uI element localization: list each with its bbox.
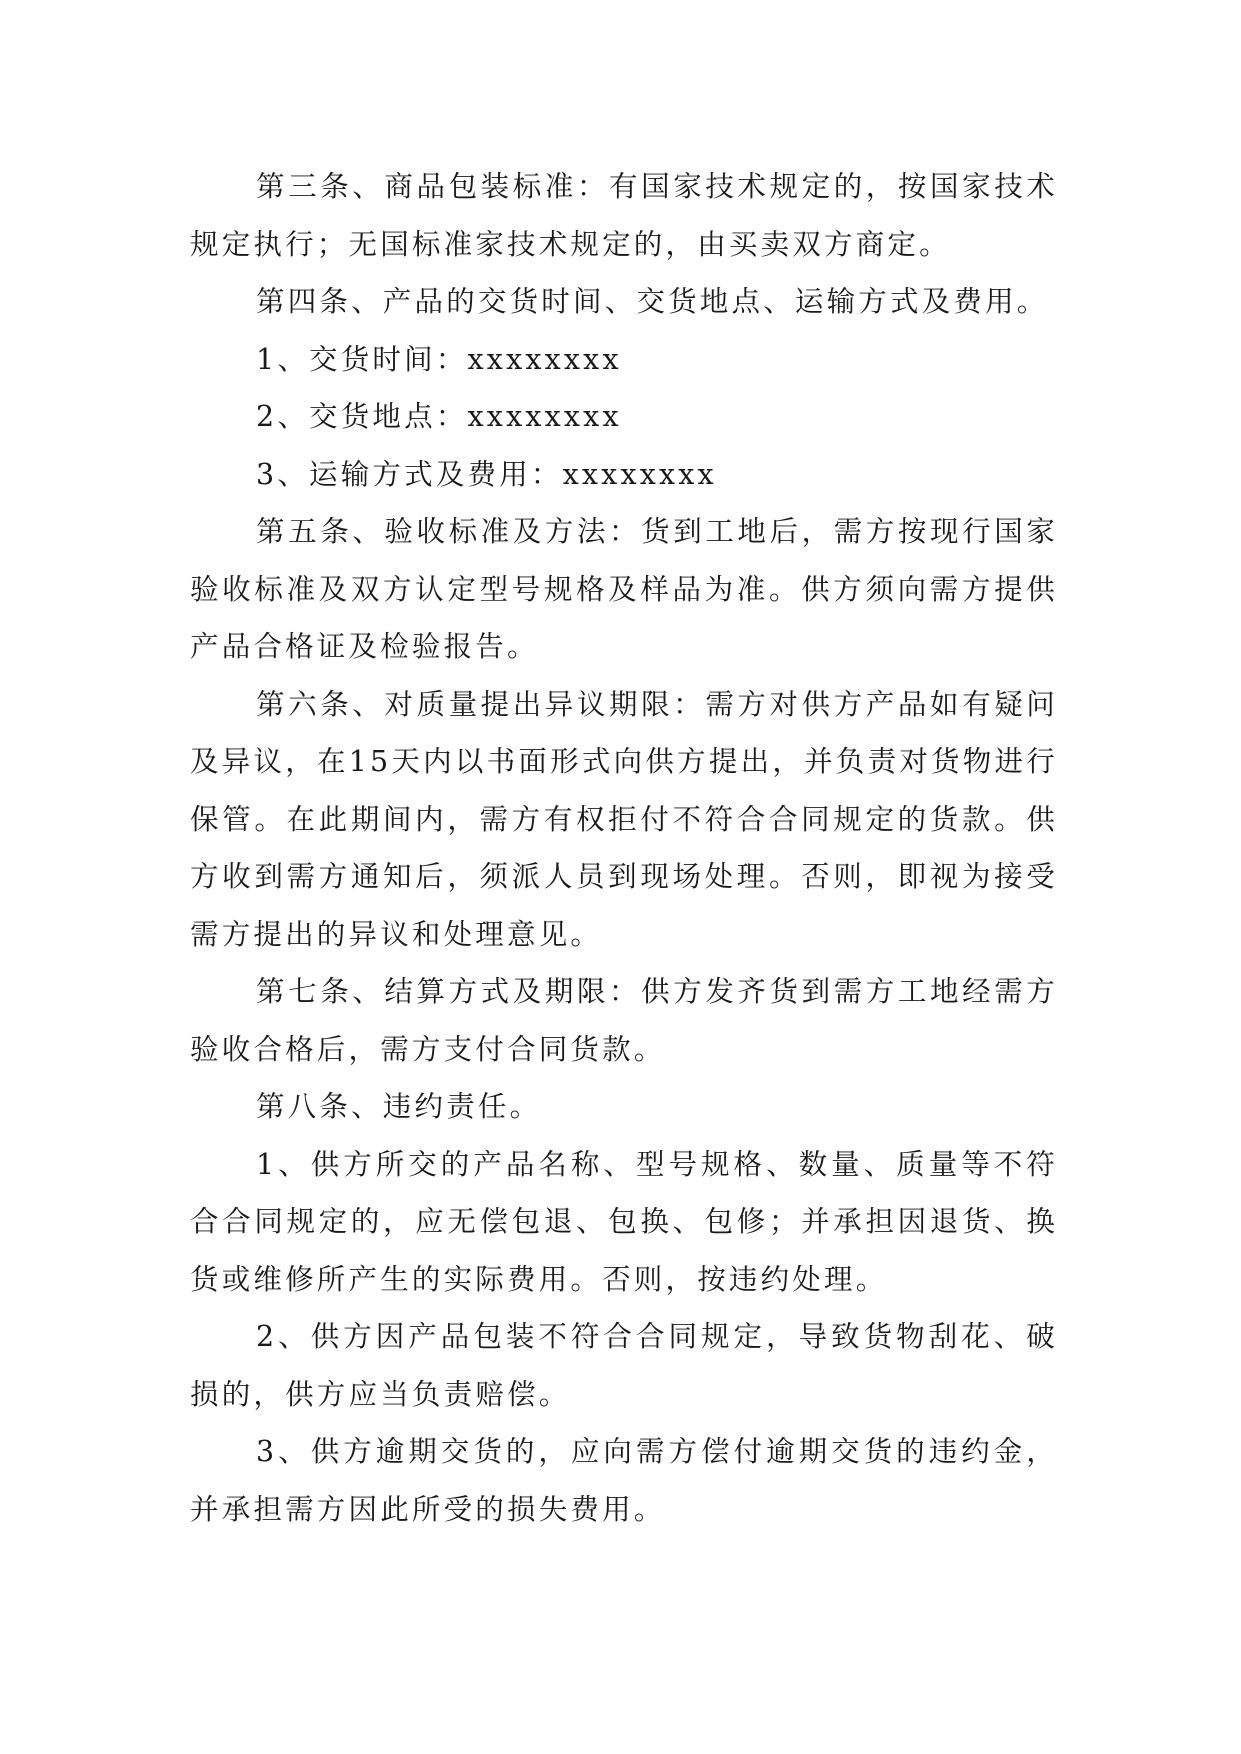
clause-8-liability: 第八条、违约责任。: [256, 1090, 542, 1123]
clause-6-quality-objection: 第六条、对质量提出异议期限：需方对供方产品如有疑问及异议，在15天内以书面形式向供方提出，并负责对货物进行保管。在此期间内，需方有权拒付不符合合同规定的货款。供方收到需方通知后，须派人员到现场处理。否则，即视为接受需方提出的异议和处理意见。: [190, 687, 1058, 951]
liability-item-2: 2、供方因产品包装不符合合同规定，导致货物刮花、破损的，供方应当负责赔偿。: [190, 1320, 1058, 1411]
clause-7-settlement: 第七条、结算方式及期限：供方发齐货到需方工地经需方验收合格后，需方支付合同货款。: [190, 975, 1058, 1066]
delivery-time: 1、交货时间：xxxxxxxx: [256, 342, 622, 376]
clause-5-acceptance: 第五条、验收标准及方法：货到工地后，需方按现行国家验收标准及双方认定型号规格及样品为准。供方须向需方提供产品合格证及检验报告。: [190, 515, 1058, 663]
clause-4-delivery: 第四条、产品的交货时间、交货地点、运输方式及费用。: [256, 285, 1049, 318]
clause-3-packaging: 第三条、商品包装标准：有国家技术规定的，按国家技术规定执行；无国标准家技术规定的，由买卖双方商定。: [190, 170, 1058, 261]
document-body: [190, 158, 1058, 1538]
transport-method-cost: 3、运输方式及费用：xxxxxxxx: [256, 457, 717, 491]
liability-item-1: 1、供方所交的产品名称、型号规格、数量、质量等不符合合同规定的，应无偿包退、包换、包修；并承担因退货、换货或维修所产生的实际费用。否则，按违约处理。: [190, 1147, 1058, 1296]
liability-item-3: 3、供方逾期交货的，应向需方偿付逾期交货的违约金，并承担需方因此所受的损失费用。: [190, 1435, 1058, 1526]
delivery-place: 2、交货地点：xxxxxxxx: [256, 400, 622, 433]
